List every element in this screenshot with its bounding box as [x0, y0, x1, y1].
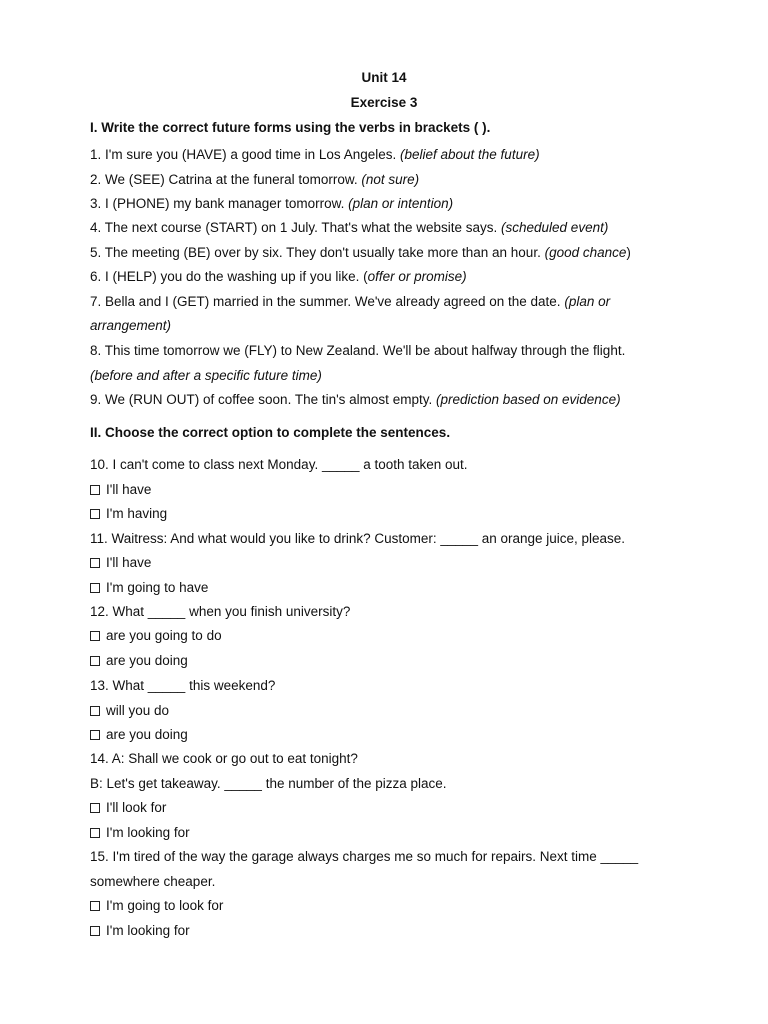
exercise-item-3: 3. I (PHONE) my bank manager tomorrow. (plan or intention)	[90, 196, 454, 211]
exercise-item-8-continued: (before and after a specific future time)	[90, 368, 322, 383]
unit-title: Unit 14	[361, 70, 407, 85]
exercise-item-8: 8. This time tomorrow we (FLY) to New Zealand. We'll be about halfway through the flight.	[90, 343, 626, 358]
checkbox[interactable]	[90, 803, 100, 813]
option-label: are you doing	[106, 727, 188, 742]
exercise-item-5: 5. The meeting (BE) over by six. They don't usually take more than an hour. (good chance)	[90, 245, 631, 260]
checkbox[interactable]	[90, 828, 100, 838]
option-row[interactable]	[90, 923, 190, 939]
question-11: 11. Waitress: And what would you like to drink? Customer: _____ an orange juice, please.	[90, 531, 626, 546]
option-row[interactable]	[90, 727, 188, 743]
option-row[interactable]	[90, 800, 166, 816]
option-label: are you doing	[106, 653, 188, 668]
option-row[interactable]	[90, 506, 167, 522]
exercise-title: Exercise 3	[350, 95, 418, 110]
option-row[interactable]	[90, 703, 169, 719]
checkbox[interactable]	[90, 583, 100, 593]
checkbox[interactable]	[90, 509, 100, 519]
question-14: 14. A: Shall we cook or go out to eat tonight?	[90, 751, 358, 766]
question-14-continued: B: Let's get takeaway. _____ the number of the pizza place.	[90, 776, 447, 791]
option-row[interactable]	[90, 580, 208, 596]
section2-heading: II. Choose the correct option to complete the sentences.	[90, 425, 451, 440]
checkbox[interactable]	[90, 926, 100, 936]
question-15: 15. I'm tired of the way the garage always charges me so much for repairs. Next time _____	[90, 849, 639, 864]
checkbox[interactable]	[90, 558, 100, 568]
option-row[interactable]	[90, 482, 151, 498]
option-label: I'm going to have	[106, 580, 209, 595]
option-row[interactable]	[90, 825, 190, 841]
option-row[interactable]	[90, 653, 188, 669]
checkbox[interactable]	[90, 901, 100, 911]
option-label: are you going to do	[106, 628, 222, 643]
exercise-item-6: 6. I (HELP) you do the washing up if you like. (offer or promise)	[90, 269, 467, 284]
checkbox[interactable]	[90, 631, 100, 641]
checkbox[interactable]	[90, 656, 100, 666]
checkbox[interactable]	[90, 485, 100, 495]
question-15-continued: somewhere cheaper.	[90, 874, 216, 889]
exercise-item-4: 4. The next course (START) on 1 July. That's what the website says. (scheduled event)	[90, 220, 609, 235]
option-label: I'm having	[106, 506, 168, 521]
checkbox[interactable]	[90, 706, 100, 716]
option-label: will you do	[106, 703, 170, 718]
option-label: I'm looking for	[106, 825, 190, 840]
option-label: I'm going to look for	[106, 898, 224, 913]
exercise-item-1: 1. I'm sure you (HAVE) a good time in Los Angeles. (belief about the future)	[90, 147, 540, 162]
exercise-item-7: 7. Bella and I (GET) married in the summer. We've already agreed on the date. (plan or	[90, 294, 611, 309]
option-label: I'll have	[106, 482, 152, 497]
option-row[interactable]	[90, 898, 223, 914]
option-row[interactable]	[90, 555, 151, 571]
option-label: I'm looking for	[106, 923, 190, 938]
option-row[interactable]	[90, 628, 222, 644]
exercise-item-2: 2. We (SEE) Catrina at the funeral tomorrow. (not sure)	[90, 172, 420, 187]
question-10: 10. I can't come to class next Monday. _____ a tooth taken out.	[90, 457, 468, 472]
question-12: 12. What _____ when you finish university?	[90, 604, 351, 619]
question-13: 13. What _____ this weekend?	[90, 678, 276, 693]
section1-heading: I. Write the correct future forms using the verbs in brackets ( ).	[90, 120, 491, 135]
option-label: I'll have	[106, 555, 152, 570]
checkbox[interactable]	[90, 730, 100, 740]
option-label: I'll look for	[106, 800, 167, 815]
exercise-item-9: 9. We (RUN OUT) of coffee soon. The tin's almost empty. (prediction based on evidence)	[90, 392, 621, 407]
exercise-item-7-continued: arrangement)	[90, 318, 172, 333]
